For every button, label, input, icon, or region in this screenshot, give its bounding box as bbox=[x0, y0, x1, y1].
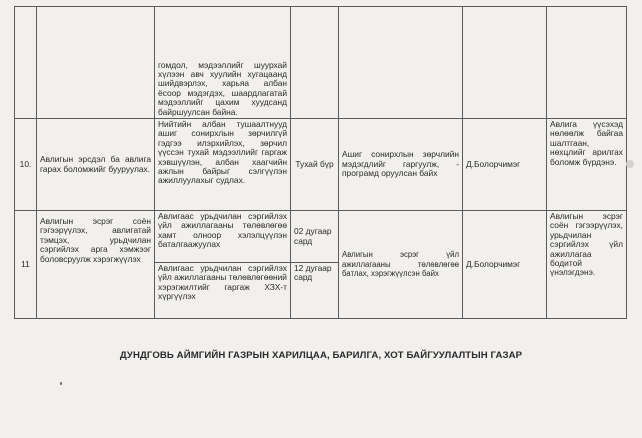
responsible-cell bbox=[463, 7, 547, 119]
scan-speck bbox=[60, 382, 62, 385]
table-row bbox=[15, 7, 627, 119]
table-row bbox=[15, 211, 627, 263]
row-number bbox=[15, 7, 37, 119]
note-cell: Авлигын эсрэг соён гэгээрүүлэх, урьдчилан сэргийлэх үйл ажиллагаа бодитой үнэлэгдэнэ. bbox=[547, 211, 627, 319]
table-row bbox=[15, 119, 627, 211]
task-cell: Авлигын эсрэг соён гэгээрүүлэх, авлигатай тэмцэх, урьдчилан сэргийлэх арга хэмжээг боловсруулж хэрэгжүүлэх bbox=[37, 211, 155, 319]
scan-shadow bbox=[626, 160, 634, 168]
action-cell: Авлигаас урьдчилан сэргийлэх үйл ажиллагааны төлөвлөгөөний хэрэгжилтийг гаргаж ХЗХ-т хүргүүлэх bbox=[155, 263, 291, 319]
note-cell: Авлига үүсэхэд нөлөөлж байгаа шалтгаан, нөхцлийг арилгах боломж бүрдэнэ. bbox=[547, 119, 627, 211]
responsible-cell: Д.Болорчимэг bbox=[463, 211, 547, 319]
deadline-cell: 12 дугаар сард bbox=[291, 263, 339, 319]
task-cell: Авлигын эрсдэл ба авлига гарах боломжийг бууруулах. bbox=[37, 119, 155, 211]
action-cell: гомдол, мэдээллийг шуурхай хүлээн авч хуулийн хугацаанд шийдвэрлэх, харьяа албан ёсоор мэдэгдэх, шаардлагатай мэдээллийг цахим хуудсанд байршуулсан байна. bbox=[155, 7, 291, 119]
row-number: 11 bbox=[15, 211, 37, 319]
responsible-cell: Д.Болорчимэг bbox=[463, 119, 547, 211]
result-cell: Авлигын эсрэг үйл ажиллагааны төлөвлөгөө батлах, хэрэгжүүлсэн байх bbox=[339, 211, 463, 319]
result-cell bbox=[339, 7, 463, 119]
deadline-cell bbox=[291, 7, 339, 119]
department-title: ДУНДГОВЬ АЙМГИЙН ГАЗРЫН ХАРИЛЦАА, БАРИЛГА, ХОТ БАЙГУУЛАЛТЫН ГАЗАР bbox=[119, 350, 523, 361]
row-number: 10. bbox=[15, 119, 37, 211]
action-cell: Нийтийн албан тушаалтнууд ашиг сонирхлын зөрчилгүй гэдгээ илэрхийлэх, зөрчил үүссэн тухай мэдээллийг гаргаж хэвшүүлэн, албан хаагчийн ажлын байрыг сэлгүүлэн ажиллуулахыг судлах. bbox=[155, 119, 291, 211]
note-cell bbox=[547, 7, 627, 119]
activity-table bbox=[14, 6, 627, 319]
action-cell: Авлигаас урьдчилан сэргийлэх үйл ажиллагааны төлөвлөгөө хамт олноор хэлэлцүүлэн баталгаажуулах bbox=[155, 211, 291, 263]
deadline-cell: Тухай бүр bbox=[291, 119, 339, 211]
result-cell: Ашиг сонирхлын зөрчлийн мэдэгдлийг гаргуулж, - програмд оруулсан байх bbox=[339, 119, 463, 211]
task-cell bbox=[37, 7, 155, 119]
deadline-cell: 02 дугаар сард bbox=[291, 211, 339, 263]
